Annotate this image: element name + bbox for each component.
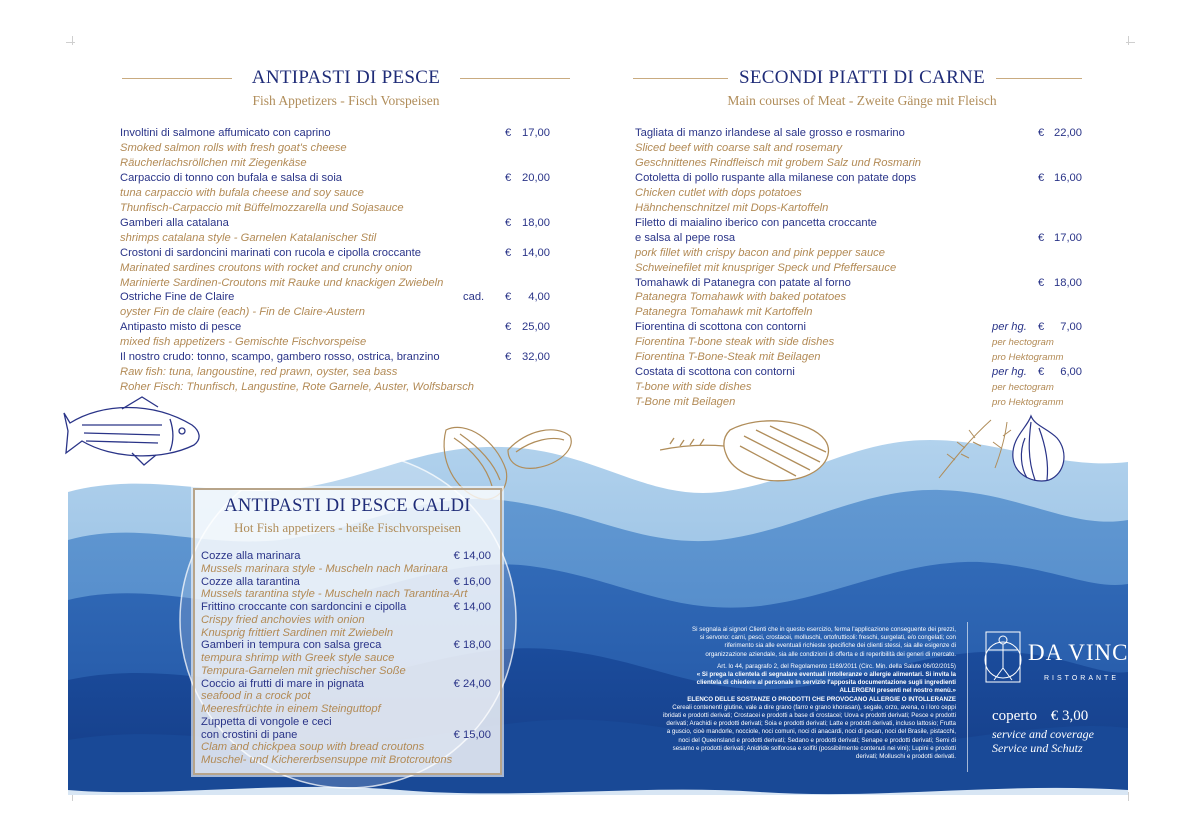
currency-symbol: € <box>1038 127 1045 139</box>
legal-line: riferimento sia alle eventuali richieste specifiche dei clienti stessi, sia alle esigenze di <box>724 642 956 650</box>
section-title-hot-appetizers: ANTIPASTI DI PESCE CALDI <box>224 496 471 516</box>
menu-item-translation: pork fillet with crispy bacon and pink pepper sauce <box>635 246 885 259</box>
menu-item-translation: Marinierte Sardinen-Croutons mit Rauke und knackigen Zwiebeln <box>120 276 444 289</box>
legal-line: Cereali contenenti glutine, vale a dire grano (farro e grano khorasan), segale, orzo, avena, o i loro ceppi <box>672 703 956 711</box>
section-subtitle-meat-courses: Main courses of Meat - Zweite Gänge mit Fleisch <box>727 93 997 108</box>
legal-line: ELENCO DELLE SOSTANZE O PRODOTTI CHE PROVOCANO ALLERGIE O INTOLLERANZE <box>687 695 956 703</box>
menu-item-price: 18,00 <box>1054 276 1082 289</box>
currency-symbol: € <box>505 127 512 139</box>
section-subtitle-hot-appetizers: Hot Fish appetizers - heiße Fischvorspeisen <box>233 520 462 535</box>
legal-line: noci del Queensland e prodotti derivati; Sedano e prodotti derivati; Senape e prodotti derivati; Semi di <box>678 736 956 744</box>
menu-item-price: 4,00 <box>528 291 550 304</box>
hot-appetizers-panel <box>193 488 502 775</box>
currency-symbol: € <box>505 171 512 184</box>
menu-item-price: € 15,00 <box>453 728 491 741</box>
menu-item-name: Antipasto misto di pesce <box>120 321 242 334</box>
menu-item-translation: Roher Fisch: Thunfisch, Langustine, Rote Garnele, Auster, Wolfsbarsch <box>120 381 475 394</box>
menu-item-translation: Fiorentina T-bone steak with side dishes <box>635 336 835 349</box>
currency-symbol: € <box>1038 171 1045 184</box>
currency-symbol: € <box>1038 366 1045 379</box>
menu-item-unit: pro Hektogramm <box>992 352 1064 364</box>
currency-symbol: € <box>505 291 512 304</box>
menu-item-translation: T-bone with side dishes <box>635 381 752 394</box>
title-rule-left <box>633 78 728 79</box>
menu-item-name: Gamberi alla catalana <box>120 216 229 229</box>
menu-item-translation: Tempura-Garnelen mit griechischer Soße <box>201 664 406 677</box>
menu-item-name: Tomahawk di Patanegra con patate al forno <box>635 276 851 289</box>
menu-item-translation: shrimps catalana style - Garnelen Katalanischer Stil <box>120 231 377 244</box>
menu-item-price: 18,00 <box>522 216 550 229</box>
menu-item-price: 16,00 <box>1054 171 1082 184</box>
menu-item-translation: Hähnchenschnitzel mit Dops-Kartoffeln <box>635 201 829 214</box>
menu-item-name: Cozze alla tarantina <box>201 575 300 588</box>
menu-item-name: Costata di scottona con contorni <box>635 366 795 379</box>
section-subtitle-fish-appetizers: Fish Appetizers - Fisch Vorspeisen <box>252 93 440 108</box>
currency-symbol: € <box>1038 276 1045 289</box>
menu-item-unit: per hectogram <box>992 382 1054 394</box>
legal-line: derivati; Arachidi e prodotti derivati; Soia e prodotti derivati; Latte e prodotti derivati, incluso lattosio; Frutta <box>666 720 956 728</box>
menu-item-name: con crostini di pane <box>201 728 298 741</box>
menu-item-unit: per hg. <box>992 366 1027 379</box>
section-title-meat-courses: SECONDI PIATTI DI CARNE <box>739 67 985 88</box>
menu-item-translation: Meeresfrüchte in einem Steinguttopf <box>201 703 381 715</box>
legal-line: derivati; Molluschi e prodotti derivati. <box>855 753 956 761</box>
menu-item-price: € 14,00 <box>453 601 491 613</box>
menu-item-translation: Geschnittenes Rindfleisch mit grobem Salz und Rosmarin <box>635 156 922 169</box>
cover-charge-word: coperto <box>992 708 1037 724</box>
menu-item-translation: Clam and chickpea soup with bread croutons <box>201 741 425 754</box>
legal-line: « Si prega la clientela di segnalare eventuali intolleranze o allergie alimentari. Si invita la <box>696 671 956 679</box>
da-vinci-vitruvian-logo <box>982 624 1028 688</box>
menu-item-name: Frittino croccante con sardoncini e cipolla <box>201 601 407 613</box>
currency-symbol: € <box>505 246 512 259</box>
menu-item-name: Involtini di salmone affumicato con caprino <box>120 127 331 139</box>
currency-symbol: € <box>505 351 512 364</box>
logo-name: DA VINCI <box>1028 640 1138 665</box>
menu-item-price: € 14,00 <box>453 550 491 562</box>
cover-charge-english: service and coverage <box>992 727 1094 741</box>
section-title-fish-appetizers: ANTIPASTI DI PESCE <box>251 67 441 88</box>
menu-item-translation: Muschel- und Kichererbsensuppe mit Brotcroutons <box>201 754 453 766</box>
menu-item-translation: Raw fish: tuna, langoustine, red prawn, oyster, sea bass <box>120 366 398 379</box>
menu-item-name: Fiorentina di scottona con contorni <box>635 321 807 334</box>
menu-item-translation: oyster Fin de claire (each) - Fin de Claire-Austern <box>120 306 365 319</box>
legal-line: a guscio, cioè mandorle, nocciole, noci comuni, noci di anacardi, noci di pecan, noci del Brasile, pistacchi, <box>666 728 956 736</box>
currency-symbol: € <box>505 321 512 334</box>
menu-item-translation: Fiorentina T-Bone-Steak mit Beilagen <box>635 351 821 364</box>
menu-item-translation: Räucherlachsröllchen mit Ziegenkäse <box>120 156 307 169</box>
menu-item-name: Cotoletta di pollo ruspante alla milanese con patate dops <box>635 171 917 184</box>
menu-item-name: Crostoni di sardoncini marinati con rucola e cipolla croccante <box>120 246 421 259</box>
menu-item-translation: Crispy fried anchovies with onion <box>201 613 365 626</box>
cover-charge-label <box>992 708 1088 725</box>
menu-item-name: Zuppetta di vongole e ceci <box>201 715 332 728</box>
legal-line: sesamo e prodotti derivati; Anidride solforosa e solfiti (possibilmente contenuti nei vini); Lupini e prodotti <box>672 744 956 752</box>
menu-item-price: 6,00 <box>1060 366 1082 379</box>
menu-item-price: 25,00 <box>522 321 550 334</box>
menu-item-name: Carpaccio di tonno con bufala e salsa di soia <box>120 171 343 184</box>
menu-item-translation: Mussels marinara style - Muscheln nach Marinara <box>201 562 448 575</box>
menu-item-unit: pro Hektogramm <box>992 397 1064 409</box>
menu-item-price: 14,00 <box>522 246 550 259</box>
menu-item-name: Filetto di maialino iberico con pancetta croccante <box>635 216 877 229</box>
menu-item-price: € 16,00 <box>453 575 491 588</box>
legal-line: ibridati e prodotti derivati; Crostacei e prodotti a base di crostacei; Uova e prodotti derivati; Pesce e prodotti <box>662 712 956 720</box>
menu-item-name: Gamberi in tempura con salsa greca <box>201 639 382 652</box>
legal-line: Si segnala ai signori Clienti che in questo esercizio, ferma l'applicazione conseguente dei prezzi, <box>692 626 956 633</box>
legal-line: si servono: carni, pesci, crostacei, molluschi, ortofrutticoli: freschi, surgelati, e/o congelati; con <box>699 634 956 642</box>
menu-item-translation: tuna carpaccio with bufala cheese and soy sauce <box>120 186 364 199</box>
legal-line: clientela di chiedere al personale in servizio l'apposita documentazione sugli ingredienti <box>696 679 956 687</box>
logo-subtitle: RISTORANTE <box>1044 675 1119 682</box>
menu-item-price: 20,00 <box>522 171 550 184</box>
fish-illustration <box>62 395 210 467</box>
menu-item-unit: cad. <box>463 291 485 304</box>
menu-item-price: 22,00 <box>1054 127 1082 139</box>
menu-item-translation: tempura shrimp with Greek style sauce <box>201 652 395 664</box>
menu-item-translation: Thunfisch-Carpaccio mit Büffelmozzarella und Sojasauce <box>120 201 404 214</box>
legal-line: organizzazione aziendale, sia alle condizioni di offerta e di reperibilità dei generi di mercato. <box>705 650 956 658</box>
title-rule-right <box>460 78 570 79</box>
menu-item-unit: per hg. <box>992 321 1027 334</box>
menu-item-price: 17,00 <box>522 127 550 139</box>
vertical-divider <box>967 622 968 772</box>
legal-line: ALLERGENI presenti nel nostro menù.» <box>839 687 956 695</box>
menu-item-translation: Chicken cutlet with dops potatoes <box>635 186 802 199</box>
menu-item-translation: Patanegra Tomahawk with baked potatoes <box>635 291 847 304</box>
currency-symbol: € <box>505 216 512 229</box>
menu-item-translation: Marinated sardines croutons with rocket and crunchy onion <box>120 261 413 274</box>
title-rule-left <box>122 78 232 79</box>
menu-item-unit: per hectogram <box>992 337 1054 349</box>
garlic-herbs-illustration <box>935 408 1075 488</box>
menu-item-translation: T-Bone mit Beilagen <box>635 396 736 409</box>
menu-item-name: e salsa al pepe rosa <box>635 231 736 244</box>
menu-item-translation: seafood in a crock pot <box>201 690 311 703</box>
legal-line: Art. lo 44, paragrafo 2, del Regolamento 1169/2011 (Circ. Min. della Salute 06/02/2015) <box>717 662 956 670</box>
menu-item-name: Il nostro crudo: tonno, scampo, gambero rosso, ostrica, branzino <box>120 351 440 364</box>
cover-charge-german: Service und Schutz <box>992 741 1083 755</box>
currency-symbol: € <box>1038 321 1045 334</box>
menu-item-price: € 18,00 <box>453 639 491 652</box>
menu-item-translation: Sliced beef with coarse salt and rosemary <box>635 141 843 154</box>
title-rule-right <box>996 78 1082 79</box>
menu-item-translation: Schweinefilet mit knuspriger Speck und Pfeffersauce <box>635 261 897 274</box>
menu-item-price: 32,00 <box>522 351 550 364</box>
menu-item-name: Cozze alla marinara <box>201 550 301 562</box>
menu-item-name: Coccio ai frutti di mare in pignata <box>201 677 364 690</box>
menu-item-translation: Patanegra Tomahawk mit Kartoffeln <box>635 306 813 319</box>
menu-item-price: 7,00 <box>1060 321 1082 334</box>
steak-illustration <box>660 410 840 490</box>
cover-charge-price: € 3,00 <box>1050 708 1089 724</box>
menu-item-translation: Smoked salmon rolls with fresh goat's cheese <box>120 141 347 154</box>
menu-item-price: 17,00 <box>1054 231 1082 244</box>
menu-item-name: Ostriche Fine de Claire <box>120 291 235 304</box>
allergen-legal-notice <box>640 626 956 761</box>
menu-item-translation: mixed fish appetizers - Gemischte Fischvorspeise <box>120 336 367 349</box>
currency-symbol: € <box>1038 231 1045 244</box>
menu-item-translation: Mussels tarantina style - Muscheln nach Tarantina-Art <box>201 588 468 601</box>
menu-item-name: Tagliata di manzo irlandese al sale grosso e rosmarino <box>635 127 905 139</box>
menu-item-translation: Knusprig frittiert Sardinen mit Zwiebeln <box>201 626 394 639</box>
menu-item-price: € 24,00 <box>453 677 491 690</box>
